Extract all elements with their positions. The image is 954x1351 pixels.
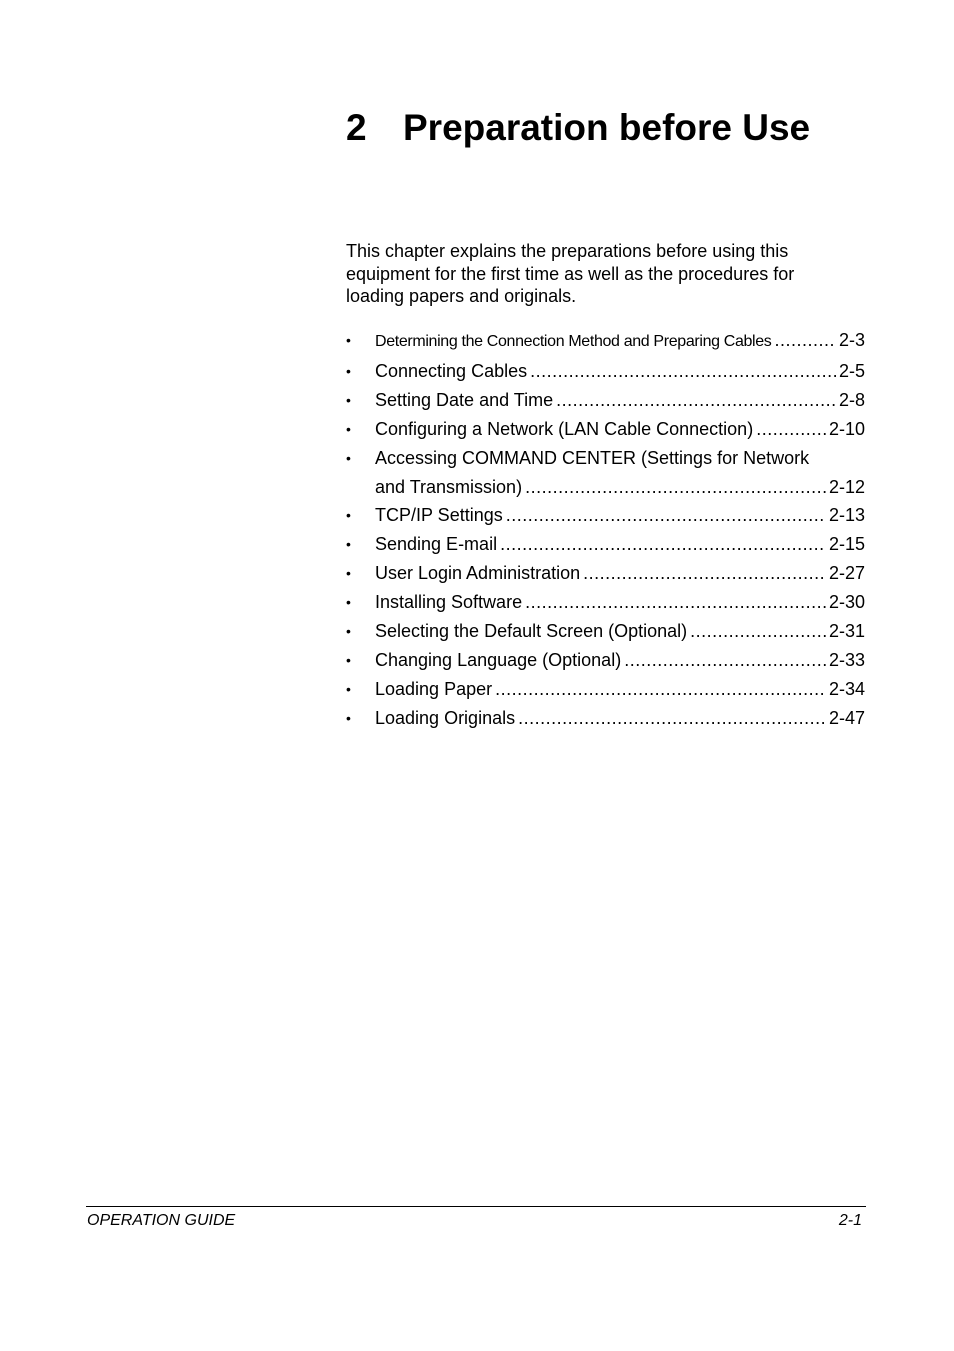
- chapter-heading: [346, 104, 810, 152]
- toc-leader-dots: [624, 646, 826, 675]
- toc-item-page: 2-3: [838, 330, 865, 350]
- bullet-icon: •: [346, 594, 351, 611]
- chapter-number: 2: [346, 107, 367, 148]
- toc-item-page: 2-31: [828, 621, 865, 642]
- chapter-title: Preparation before Use: [403, 107, 811, 148]
- toc-item-page: 2-12: [828, 476, 865, 497]
- bullet-icon: •: [346, 623, 351, 640]
- toc-leader-dots: [583, 559, 826, 588]
- toc-item-page: 2-33: [828, 649, 865, 670]
- chapter-intro: This chapter explains the preparations before using this equipment for the first time as well as the procedures for loading papers and originals.: [346, 241, 795, 306]
- bullet-icon: •: [346, 449, 351, 466]
- toc-item[interactable]: [346, 559, 865, 588]
- toc-item[interactable]: [346, 357, 865, 386]
- bullet-icon: •: [346, 709, 351, 726]
- toc-item-title: Sending E-mail: [375, 534, 498, 555]
- footer-divider: [86, 1206, 866, 1207]
- bullet-icon: •: [346, 680, 351, 697]
- toc-item[interactable]: [346, 588, 865, 617]
- bullet-icon: •: [346, 536, 351, 553]
- toc-leader-dots: [500, 530, 826, 559]
- toc-leader-dots: [525, 588, 826, 617]
- toc-item[interactable]: [346, 326, 865, 357]
- toc-item-title: Selecting the Default Screen (Optional): [375, 621, 688, 642]
- bullet-icon: •: [346, 391, 351, 408]
- toc-item-title-continued: and Transmission): [375, 476, 523, 497]
- toc-item[interactable]: [346, 501, 865, 530]
- toc-item[interactable]: [346, 646, 865, 675]
- toc-item[interactable]: [346, 386, 865, 415]
- toc-item-page: 2-34: [828, 678, 865, 699]
- toc-item-title: Determining the Connection Method and Preparing Cables: [375, 333, 772, 350]
- toc-leader-dots: [774, 326, 836, 355]
- toc-item-page: 2-27: [828, 563, 865, 584]
- bullet-icon: •: [346, 565, 351, 582]
- toc-item-title: User Login Administration: [375, 563, 581, 584]
- bullet-icon: •: [346, 651, 351, 668]
- toc-item-page: 2-10: [828, 418, 865, 439]
- chapter-contents-list: [346, 326, 865, 733]
- toc-item-title: TCP/IP Settings: [375, 505, 503, 526]
- toc-item[interactable]: [346, 444, 865, 502]
- toc-item[interactable]: [346, 617, 865, 646]
- toc-leader-dots: [756, 415, 826, 444]
- toc-item-title: Loading Originals: [375, 707, 516, 728]
- toc-item-page: 2-30: [828, 592, 865, 613]
- footer-guide-title: OPERATION GUIDE: [87, 1212, 236, 1229]
- toc-item-page: 2-13: [828, 505, 865, 526]
- toc-item-title: Configuring a Network (LAN Cable Connection): [375, 418, 754, 439]
- toc-leader-dots: [518, 704, 826, 733]
- toc-item[interactable]: [346, 530, 865, 559]
- toc-item-page: 2-47: [828, 707, 865, 728]
- toc-leader-dots: [556, 386, 836, 415]
- toc-leader-dots: [525, 473, 826, 502]
- toc-leader-dots: [506, 501, 826, 530]
- toc-item[interactable]: [346, 704, 865, 733]
- bullet-icon: •: [346, 332, 351, 348]
- toc-item-title: Connecting Cables: [375, 360, 528, 381]
- bullet-icon: •: [346, 420, 351, 437]
- toc-item-page: 2-8: [838, 389, 865, 410]
- toc-item[interactable]: [346, 415, 865, 444]
- toc-leader-dots: [495, 675, 826, 704]
- footer-page-number: 2-1: [838, 1212, 862, 1229]
- toc-item-title: Loading Paper: [375, 678, 493, 699]
- toc-item-page: 2-5: [838, 360, 865, 381]
- toc-item-title: Changing Language (Optional): [375, 649, 622, 670]
- toc-item-page: 2-15: [828, 534, 865, 555]
- toc-leader-dots: [530, 357, 836, 386]
- bullet-icon: •: [346, 362, 351, 379]
- toc-item[interactable]: [346, 675, 865, 704]
- toc-item-title: Accessing COMMAND CENTER (Settings for Network: [375, 447, 810, 468]
- toc-item-title: Setting Date and Time: [375, 389, 554, 410]
- bullet-icon: •: [346, 507, 351, 524]
- toc-leader-dots: [690, 617, 826, 646]
- toc-item-title: Installing Software: [375, 592, 523, 613]
